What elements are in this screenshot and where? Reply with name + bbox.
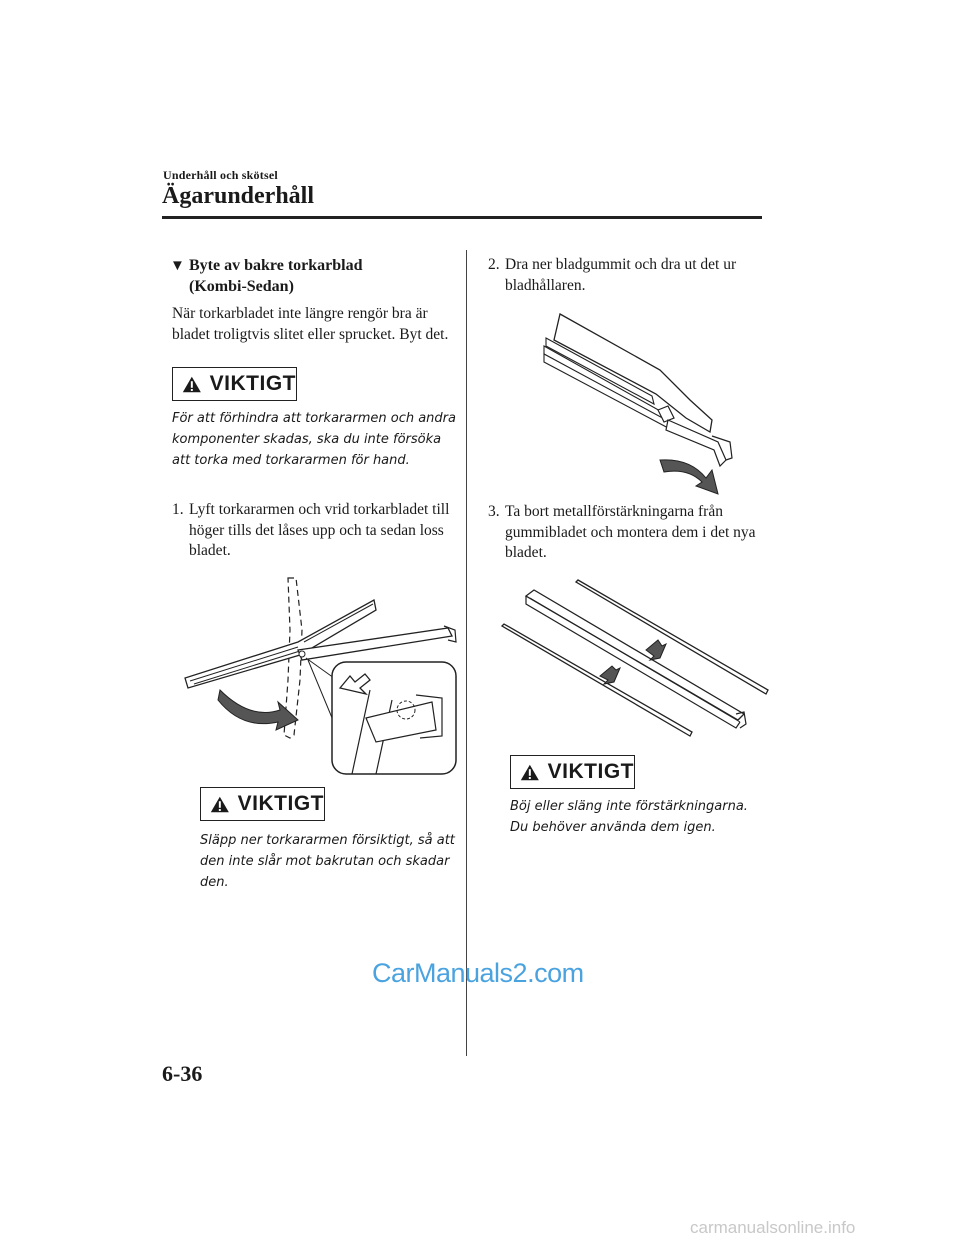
caution-box-1 xyxy=(172,367,297,401)
caution-label-2: VIKTIGT xyxy=(237,792,324,815)
section-label: Underhåll och skötsel xyxy=(163,168,278,182)
caution-note-2: Släpp ner torkararmen försiktigt, så att den inte slår mot bakrutan och skadar den. xyxy=(200,833,455,890)
section-heading xyxy=(172,255,362,297)
caution-note-3: Böj eller släng inte förstärkningarna. Du behöver använda dem igen. xyxy=(510,799,748,835)
watermark-link[interactable]: CarManuals2.com xyxy=(372,958,584,988)
step-2-text: Dra ner bladgummit och dra ut det ur bladhållaren. xyxy=(505,256,737,294)
column-divider xyxy=(466,250,467,1056)
caution-label-3: VIKTIGT xyxy=(547,760,634,783)
step-1-text: Lyft torkararmen och vrid torkarbladet till höger tills det låses upp och ta sedan loss bladet. xyxy=(189,501,450,559)
step-3-text: Ta bort metallförstärkningarna från gummibladet och montera dem i det nya bladet. xyxy=(505,503,756,561)
heading-line-1: Byte av bakre torkarblad xyxy=(189,257,363,274)
page-number: 6-36 xyxy=(162,1061,203,1086)
caution-note-1: För att förhindra att torkararmen och andra komponenter skadas, ska du inte försöka att torka med torkararmen för hand. xyxy=(172,411,456,468)
caution-box-3 xyxy=(510,755,635,789)
step-3 xyxy=(488,502,768,564)
blade-rubber-illustration xyxy=(540,310,740,495)
warning-icon xyxy=(210,794,230,815)
intro-paragraph: När torkarbladet inte längre rengör bra är bladet troligtvis slitet eller sprucket. Byt det. xyxy=(172,305,449,343)
caution-label-1: VIKTIGT xyxy=(209,372,296,395)
footer-watermark[interactable]: carmanualsonline.info xyxy=(690,1218,856,1237)
reinforcement-illustration xyxy=(500,578,775,743)
step-1 xyxy=(172,500,462,562)
caution-box-2 xyxy=(200,787,325,821)
page-title: Ägarunderhåll xyxy=(162,183,315,209)
title-rule xyxy=(162,216,762,219)
triangle-marker-icon: ▼ xyxy=(170,258,185,274)
step-1-number: 1. xyxy=(172,501,184,518)
step-3-number: 3. xyxy=(488,503,500,520)
warning-icon xyxy=(520,762,540,783)
wiper-removal-illustration xyxy=(180,570,465,780)
warning-icon xyxy=(182,374,202,395)
heading-line-2: (Kombi-Sedan) xyxy=(189,278,294,295)
step-2-number: 2. xyxy=(488,256,500,273)
step-2 xyxy=(488,255,768,296)
